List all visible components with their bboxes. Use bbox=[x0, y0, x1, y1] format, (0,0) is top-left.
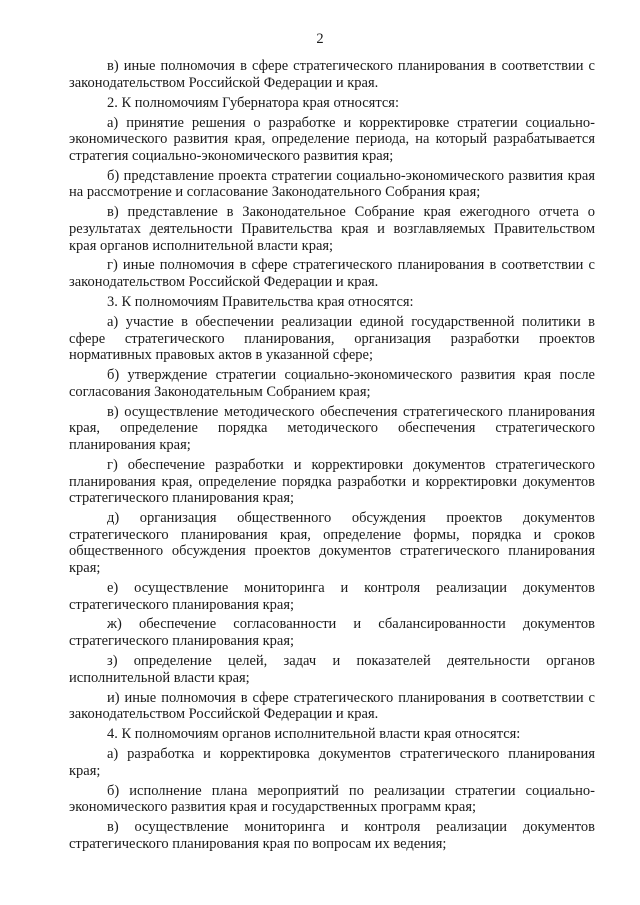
paragraph: б) исполнение плана мероприятий по реализации стратегии социально-экономического развития края и государственных программ края; bbox=[69, 782, 595, 816]
paragraph: а) участие в обеспечении реализации единой государственной политики в сфере стратегического планирования, организация разработки проектов нормативных правовых актов в указанной сфере; bbox=[69, 314, 595, 364]
paragraph: г) иные полномочия в сфере стратегического планирования в соответствии с законодательством Российской Федерации и края. bbox=[69, 257, 595, 291]
paragraph: е) осуществление мониторинга и контроля реализации документов стратегического планирования края; bbox=[69, 579, 595, 613]
paragraph: в) иные полномочия в сфере стратегического планирования в соответствии с законодательством Российской Федерации и края. bbox=[69, 58, 595, 91]
paragraph: а) принятие решения о разработке и корректировке стратегии социально-экономического развития края, определение периода, на который разрабатывается стратегия социально-экономического развития края; bbox=[69, 114, 595, 164]
paragraph: д) организация общественного обсуждения проектов документов стратегического планирования края, определение формы, порядка и сроков общественного обсуждения проектов документов стратегического планирования края; bbox=[69, 510, 595, 576]
paragraph: б) представление проекта стратегии социально-экономического развития края на рассмотрение и согласование Законодательного Собрания края; bbox=[69, 167, 595, 201]
paragraph: б) утверждение стратегии социально-экономического развития края после согласования Законодательным Собранием края; bbox=[69, 367, 595, 400]
section-heading: 2. К полномочиям Губернатора края относятся: bbox=[107, 94, 399, 111]
paragraph: з) определение целей, задач и показателей деятельности органов исполнительной власти края; bbox=[69, 653, 595, 686]
paragraph: в) осуществление методического обеспечения стратегического планирования края, определение порядка методического обеспечения стратегического планирования края; bbox=[69, 403, 595, 453]
paragraph: в) осуществление мониторинга и контроля реализации документов стратегического планирования края по вопросам их ведения; bbox=[69, 819, 595, 852]
paragraph: в) представление в Законодательное Собрание края ежегодного отчета о результатах деятельности Правительства края и возглавляемых Правительством края органов исполнительной власти края; bbox=[69, 204, 595, 254]
paragraph: и) иные полномочия в сфере стратегического планирования в соответствии с законодательством Российской Федерации и края. bbox=[69, 689, 595, 723]
document-body bbox=[69, 58, 595, 856]
paragraph: ж) обеспечение согласованности и сбалансированности документов стратегического планирования края; bbox=[69, 616, 595, 650]
paragraph: г) обеспечение разработки и корректировки документов стратегического планирования края, определение порядка разработки и корректировки документов стратегического планирования края; bbox=[69, 456, 595, 507]
section-heading: 4. К полномочиям органов исполнительной власти края относятся: bbox=[107, 726, 521, 743]
page-number: 2 bbox=[316, 31, 324, 47]
paragraph: а) разработка и корректировка документов стратегического планирования края; bbox=[69, 746, 595, 779]
section-heading: 3. К полномочиям Правительства края относятся: bbox=[107, 294, 414, 311]
